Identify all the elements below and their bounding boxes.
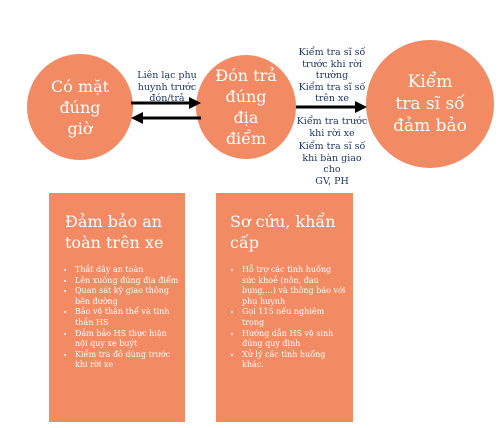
list-item: • Đảm bảo HS thực hiện nội quy xe buýt — [75, 329, 179, 350]
note-check-before-leave: Kiểm tra sĩ số trước khi rời trường Kiểm tra sĩ số trên xe — [298, 47, 366, 104]
step-label: Có mặt đúng giờ — [50, 76, 110, 138]
note-contact-parents: Liên lạc phụ huynh trước đón/trả — [137, 70, 197, 104]
card-bus-safety — [49, 193, 185, 422]
list-item: • Bảo vệ thân thể và tinh thần HS — [75, 307, 179, 328]
list-item: • Quan sát kỹ giao thông bên đường — [75, 286, 179, 307]
card-first-aid — [216, 193, 353, 422]
list-item: • Xử lý các tình huống khác. — [242, 350, 347, 371]
list-item: • Hướng dẫn HS vệ sinh đúng quy định — [242, 329, 347, 350]
step-label: Kiểm tra sĩ số đảm bảo — [393, 72, 467, 136]
list-item: • Lên xuống đúng địa điểm — [75, 276, 179, 287]
step-label: Đón trả đúng địa điểm — [215, 66, 277, 148]
list-item: • Gọi 115 nếu nghiêm trọng — [242, 307, 347, 328]
note-check-handover: Kiểm tra sĩ số khi bàn giao cho GV, PH — [298, 141, 366, 187]
list-item: • Hỗ trợ các tình huống sức khoẻ (nôn, đau bụng,...) và thông báo với phụ huynh — [242, 265, 347, 307]
note-check-before-exit: Kiểm tra trước khi rời xe — [296, 116, 368, 139]
card-list — [49, 265, 185, 371]
list-item: • Kiểm tra đồ dùng trước khi rời xe — [75, 350, 179, 371]
card-title: Sơ cứu, khẩn cấp — [230, 212, 336, 252]
card-title: Đảm bảo an toàn trên xe — [65, 212, 164, 252]
arrow-left-head — [131, 112, 143, 124]
card-list — [216, 265, 353, 371]
list-item: • Thắt dây an toàn — [75, 265, 179, 276]
